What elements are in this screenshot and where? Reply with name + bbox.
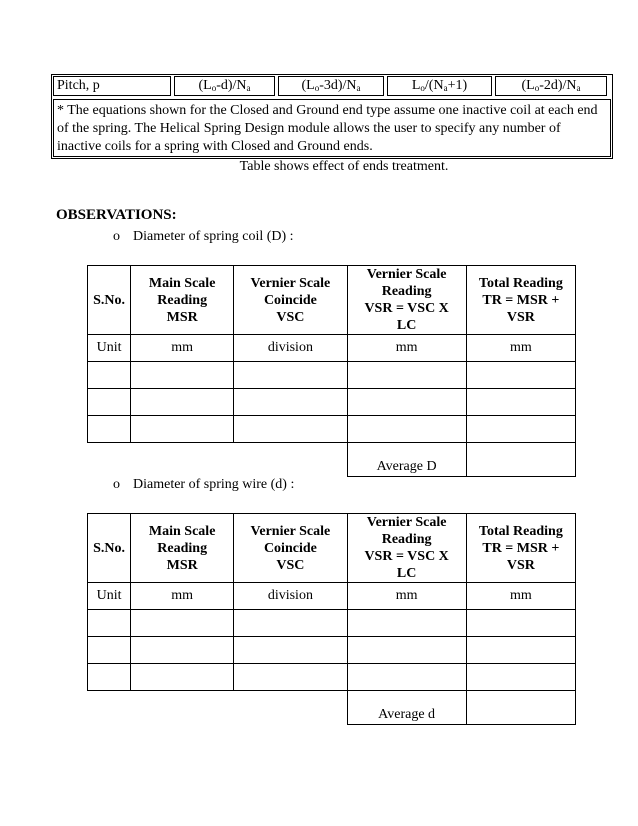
table-cell[interactable]	[466, 416, 575, 443]
table-cell[interactable]	[347, 637, 466, 664]
unit-cell: Unit	[88, 583, 131, 610]
header-msr: Main Scale Reading MSR	[131, 266, 234, 335]
table-cell[interactable]	[131, 416, 234, 443]
pitch-cell: Pitch, p	[53, 76, 171, 96]
pitch-cell: $(L_o-d)/N_a$	[174, 76, 275, 96]
pitch-row	[53, 76, 611, 96]
table-cell[interactable]	[347, 416, 466, 443]
header-tr: Total Reading TR = MSR + VSR	[466, 266, 575, 335]
empty-cell	[234, 691, 347, 725]
table-cell[interactable]	[234, 416, 347, 443]
average-label: Average D	[347, 443, 466, 477]
table-cell[interactable]	[347, 389, 466, 416]
pitch-table	[51, 74, 613, 159]
table-cell[interactable]	[234, 610, 347, 637]
table-cell[interactable]	[466, 362, 575, 389]
table-row	[88, 389, 576, 416]
unit-cell: mm	[466, 583, 575, 610]
table-row	[88, 610, 576, 637]
empty-cell	[88, 691, 131, 725]
table-cell[interactable]	[466, 610, 575, 637]
header-sno: S.No.	[88, 514, 131, 583]
table-cell[interactable]	[466, 664, 575, 691]
table-caption: Table shows effect of ends treatment.	[239, 159, 449, 174]
table-cell[interactable]	[88, 610, 131, 637]
table-row	[88, 637, 576, 664]
empty-cell	[88, 443, 131, 477]
unit-cell: mm	[347, 335, 466, 362]
table-row	[88, 362, 576, 389]
table-row	[88, 416, 576, 443]
table-cell[interactable]	[88, 416, 131, 443]
section-label-wire: o Diameter of spring wire (d) :	[113, 477, 295, 492]
table-cell[interactable]	[88, 362, 131, 389]
table-cell[interactable]	[131, 610, 234, 637]
observation-table-wire	[87, 513, 576, 725]
pitch-cell: $(L_o-3d)/N_a$	[278, 76, 384, 96]
section-label-coil: o Diameter of spring coil (D) :	[113, 229, 294, 244]
average-row	[88, 443, 576, 477]
observation-table-coil	[87, 265, 576, 477]
unit-cell: division	[234, 335, 347, 362]
table-cell[interactable]	[131, 664, 234, 691]
table-cell[interactable]	[234, 664, 347, 691]
unit-cell: mm	[131, 583, 234, 610]
table-cell[interactable]	[347, 362, 466, 389]
table-cell[interactable]	[234, 389, 347, 416]
table-cell[interactable]	[88, 637, 131, 664]
table-cell[interactable]	[466, 637, 575, 664]
pitch-cell: $L_o/(N_a+1)$	[387, 76, 492, 96]
average-row	[88, 691, 576, 725]
header-vsr: Vernier Scale Reading VSR = VSC X LC	[347, 514, 466, 583]
header-msr: Main Scale Reading MSR	[131, 514, 234, 583]
header-sno: S.No.	[88, 266, 131, 335]
bullet-icon: o	[113, 477, 120, 492]
average-value-cell[interactable]	[466, 443, 575, 477]
header-vsc: Vernier Scale Coincide VSC	[234, 266, 347, 335]
table-cell[interactable]	[234, 362, 347, 389]
header-tr: Total Reading TR = MSR + VSR	[466, 514, 575, 583]
empty-cell	[234, 443, 347, 477]
header-vsc: Vernier Scale Coincide VSC	[234, 514, 347, 583]
observations-heading: OBSERVATIONS:	[56, 207, 177, 223]
table-cell[interactable]	[466, 389, 575, 416]
table-cell[interactable]	[131, 637, 234, 664]
unit-cell: mm	[466, 335, 575, 362]
table-row	[88, 664, 576, 691]
empty-cell	[131, 691, 234, 725]
unit-row	[88, 335, 576, 362]
empty-cell	[131, 443, 234, 477]
average-label: Average d	[347, 691, 466, 725]
unit-cell: mm	[131, 335, 234, 362]
table-cell[interactable]	[88, 389, 131, 416]
table-cell[interactable]	[347, 610, 466, 637]
table-cell[interactable]	[131, 389, 234, 416]
table-cell[interactable]	[88, 664, 131, 691]
header-row	[88, 266, 576, 335]
unit-row	[88, 583, 576, 610]
pitch-note: * The equations shown for the Closed and Ground end type assume one inactive coil at each end of the spring. The Helical Spring Design module allows the user to specify any number of inactive coils for a spring with Closed and Ground ends.	[53, 99, 611, 157]
header-row	[88, 514, 576, 583]
table-cell[interactable]	[347, 664, 466, 691]
average-value-cell[interactable]	[466, 691, 575, 725]
header-vsr: Vernier Scale Reading VSR = VSC X LC	[347, 266, 466, 335]
table-cell[interactable]	[131, 362, 234, 389]
table-cell[interactable]	[234, 637, 347, 664]
unit-cell: mm	[347, 583, 466, 610]
bullet-icon: o	[113, 229, 120, 244]
unit-cell: division	[234, 583, 347, 610]
pitch-cell: $(L_o-2d)/N_a$	[495, 76, 607, 96]
unit-cell: Unit	[88, 335, 131, 362]
